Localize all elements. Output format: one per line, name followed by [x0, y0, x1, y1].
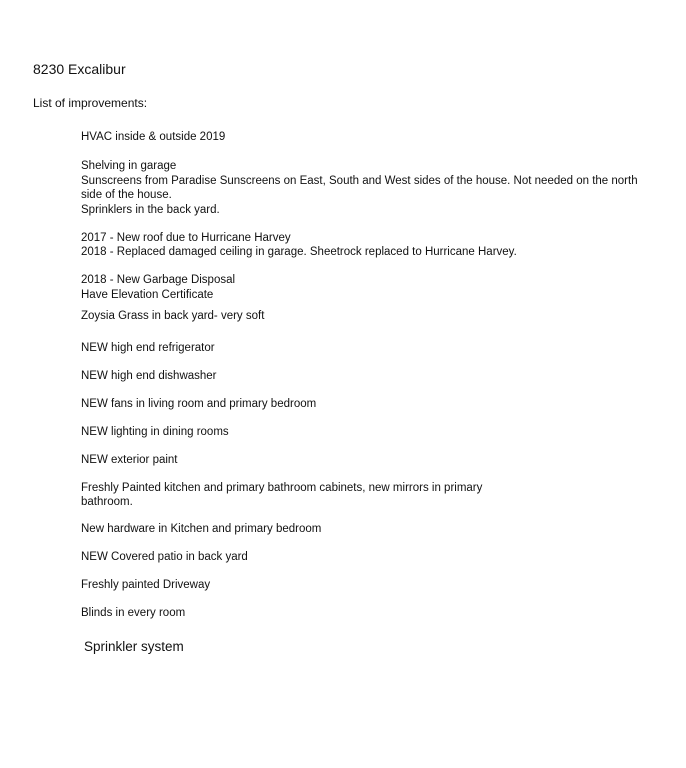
- list-item: Sunscreens from Paradise Sunscreens on East, South and West sides of the house. Not needed on the north side of the house.: [81, 175, 638, 201]
- list-item: New hardware in Kitchen and primary bedroom: [81, 523, 322, 535]
- list-item: Have Elevation Certificate: [81, 289, 214, 301]
- list-item: Freshly painted Driveway: [81, 579, 211, 591]
- list-item: 2018 - Replaced damaged ceiling in garage. Sheetrock replaced to Hurricane Harvey.: [81, 246, 517, 258]
- document-title: 8230 Excalibur: [33, 61, 126, 77]
- list-heading: List of improvements:: [33, 96, 148, 110]
- list-item: 2018 - New Garbage Disposal: [81, 274, 236, 286]
- list-item: Blinds in every room: [81, 607, 186, 619]
- list-item: HVAC inside & outside 2019: [81, 131, 226, 143]
- list-item: Zoysia Grass in back yard- very soft: [81, 310, 265, 322]
- list-item: NEW lighting in dining rooms: [81, 426, 229, 438]
- list-item: NEW fans in living room and primary bedroom: [81, 398, 317, 410]
- list-item: NEW Covered patio in back yard: [81, 551, 248, 563]
- list-item: NEW high end refrigerator: [81, 342, 215, 354]
- list-item: NEW high end dishwasher: [81, 370, 217, 382]
- list-item: 2017 - New roof due to Hurricane Harvey: [81, 232, 291, 244]
- list-item: Sprinklers in the back yard.: [81, 204, 220, 216]
- list-item: NEW exterior paint: [81, 454, 178, 466]
- list-item: Shelving in garage: [81, 160, 177, 172]
- list-item: Sprinkler system: [84, 639, 184, 654]
- list-item: Freshly Painted kitchen and primary bathroom cabinets, new mirrors in primary bathroom.: [81, 482, 483, 508]
